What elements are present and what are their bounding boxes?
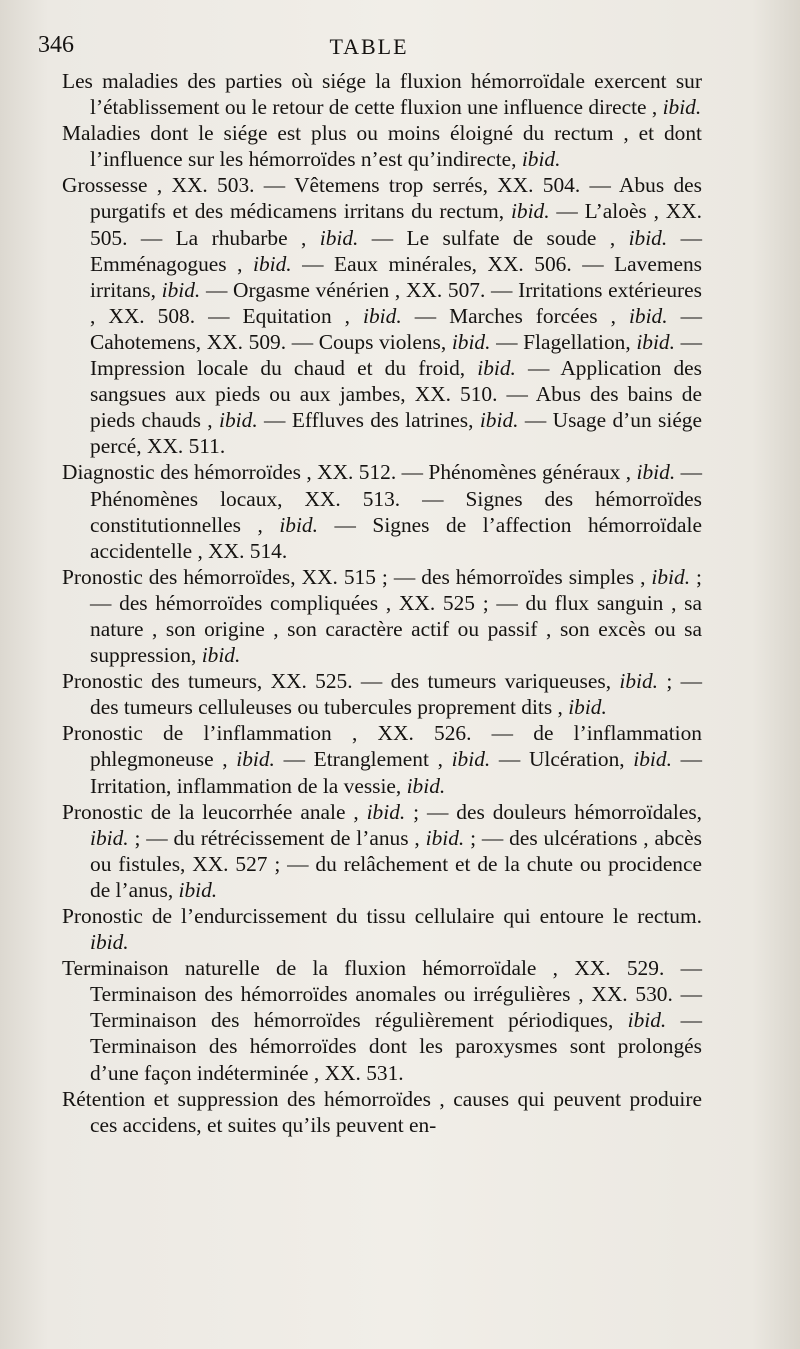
ibid-reference: ibid. <box>161 277 201 302</box>
entry-text: — Signes de l’affection hémorroïdale accidentelle , XX. 514. <box>90 512 702 563</box>
ibid-reference: ibid. <box>633 747 672 772</box>
entry-text: Rétention et suppression des hémorroïdes , causes qui peuvent produire ces accidens, et suites qu’ils peuvent en- <box>62 1086 702 1137</box>
ibid-reference: ibid. <box>619 669 658 694</box>
ibid-reference: ibid. <box>425 825 465 850</box>
entry-text: ; — des ulcérations , abcès ou fistules, XX. 527 ; — du relâchement et de la chute ou procidence de l’anus, <box>90 825 702 902</box>
entry-text: — Phénomènes locaux, XX. 513. — Signes des hémorroïdes constitutionnelles , <box>90 460 702 537</box>
ibid-reference: ibid. <box>406 773 446 798</box>
entry-text: Pronostic de l’inflammation , XX. 526. — de l’inflammation phlegmoneuse , <box>62 721 702 772</box>
ibid-reference: ibid. <box>236 747 275 772</box>
entry-text: Pronostic de la leucorrhée anale , <box>62 799 367 824</box>
ibid-reference: ibid. <box>253 251 292 276</box>
index-entry <box>62 172 702 459</box>
ibid-reference: ibid. <box>628 303 668 328</box>
ibid-reference: ibid. <box>90 930 129 955</box>
index-entry <box>62 955 702 1085</box>
entry-text: — Impression locale du chaud et du froid, <box>90 329 702 381</box>
index-entry <box>62 799 702 903</box>
ibid-reference: ibid. <box>219 408 258 433</box>
entry-text: ; — des tumeurs celluleuses ou tubercules proprement dits , <box>90 669 702 720</box>
entry-text: Grossesse , XX. 503. — Vêtemens trop serrés, XX. 504. — Abus des purgatifs et des médicamens irritans du rectum, <box>62 173 702 224</box>
ibid-reference: ibid. <box>636 460 676 485</box>
ibid-reference: ibid. <box>451 329 491 354</box>
entry-text: ; — du rétrécissement de l’anus , <box>128 825 426 850</box>
entry-text: — L’aloès , XX. 505. — La rhubarbe , <box>90 199 702 250</box>
ibid-reference: ibid. <box>568 695 607 720</box>
entry-text: Maladies dont le siége est plus ou moins éloigné du rectum , et dont l’influence sur les hémorroïdes n’est qu’indirecte, <box>62 121 702 172</box>
index-entry <box>62 68 702 120</box>
ibid-reference: ibid. <box>451 747 491 772</box>
index-entry <box>62 720 702 798</box>
ibid-reference: ibid. <box>628 225 668 250</box>
entry-text: Les maladies des parties où siége la fluxion hémorroïdale exercent sur l’établissement ou le retour de cette fluxion une influence directe , <box>62 69 702 120</box>
entry-text: — Application des sangsues aux pieds ou aux jambes, XX. 510. — Abus des bains de pieds chauds , <box>90 356 702 433</box>
entry-text: — Ulcération, <box>490 747 634 772</box>
entry-text: — Cahotemens, XX. 509. — Coups violens, <box>90 303 702 354</box>
entry-text: Diagnostic des hémorroïdes , XX. 512. — Phénomènes généraux , <box>62 460 637 485</box>
ibid-reference: ibid. <box>662 95 702 120</box>
ibid-reference: ibid. <box>366 799 406 824</box>
entry-text: — Usage d’un siége percé, XX. 511. <box>90 408 703 459</box>
entry-text: — Effluves des latrines, <box>257 408 480 433</box>
running-title: TABLE <box>329 34 409 59</box>
page-number: 346 <box>38 32 74 58</box>
entry-text: Terminaison naturelle de la fluxion hémorroïdale , XX. 529. — Terminaison des hémorroïdes anomales ou irrégulières , XX. 530. — Terminaison des hémorroïdes régulièrement périodiques, <box>62 956 702 1033</box>
entry-text: Pronostic des tumeurs, XX. 525. — des tumeurs variqueuses, <box>62 669 620 694</box>
entry-text: ; — des douleurs hémorroïdales, <box>405 799 702 824</box>
ibid-reference: ibid. <box>479 408 519 433</box>
ibid-reference: ibid. <box>651 564 691 589</box>
ibid-reference: ibid. <box>178 877 218 902</box>
index-entry <box>62 459 702 563</box>
ibid-reference: ibid. <box>627 1008 667 1033</box>
index-entry <box>62 120 702 172</box>
ibid-reference: ibid. <box>510 199 550 224</box>
entry-text: — Marches forcées , <box>401 303 629 328</box>
ibid-reference: ibid. <box>521 147 561 172</box>
ibid-reference: ibid. <box>201 643 241 668</box>
entry-text: ; — des hémorroïdes compliquées , XX. 525 ; — du flux sanguin , sa nature , son origine , son caractère actif ou passif , son excès ou sa suppression, <box>90 564 702 668</box>
page-header <box>38 32 700 62</box>
entry-text: — Le sulfate de soude , <box>358 225 629 250</box>
entry-text: Pronostic de l’endurcissement du tissu cellulaire qui entoure le rectum. <box>62 904 702 928</box>
entry-text: — Emménagogues , <box>90 225 702 276</box>
ibid-reference: ibid. <box>319 225 359 250</box>
entry-text: — Terminaison des hémorroïdes dont les paroxysmes sont prolongés d’une façon indéterminée , XX. 531. <box>90 1008 702 1085</box>
entry-text: — Orgasme vénérien , XX. 507. — Irritations extérieures , XX. 508. — Equitation , <box>90 277 702 328</box>
index-entries <box>62 68 702 1138</box>
ibid-reference: ibid. <box>363 303 402 328</box>
entry-text: — Flagellation, <box>490 329 637 354</box>
index-entry <box>62 903 702 955</box>
entry-text: — Etranglement , <box>274 747 452 772</box>
entry-text: Pronostic des hémorroïdes, XX. 515 ; — des hémorroïdes simples , <box>62 564 652 589</box>
index-entry <box>62 668 702 720</box>
entry-text: — Eaux minérales, XX. 506. — Lavemens irritans, <box>90 251 702 302</box>
ibid-reference: ibid. <box>477 356 516 381</box>
entry-text: — Irritation, inflammation de la vessie, <box>90 747 702 798</box>
index-entry <box>62 564 702 668</box>
ibid-reference: ibid. <box>279 512 318 537</box>
index-entry <box>62 1086 702 1138</box>
ibid-reference: ibid. <box>90 825 129 850</box>
ibid-reference: ibid. <box>636 329 675 354</box>
